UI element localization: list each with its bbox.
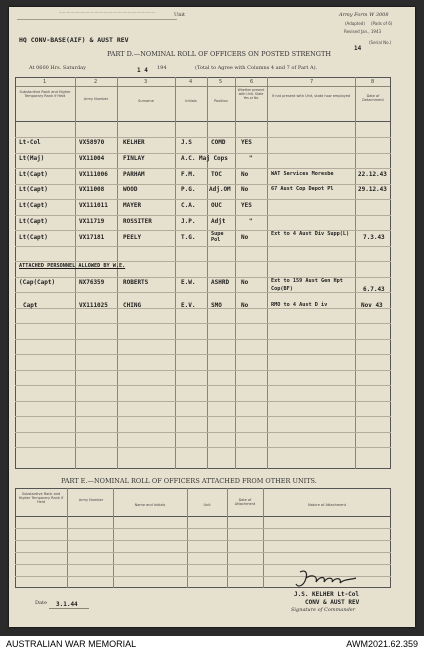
- cell-employed: Ext to 159 Aust Gen Hpt Cop(BF): [271, 278, 343, 292]
- cell-surname: FINLAY: [123, 155, 145, 162]
- cell-surname: KELHER: [123, 139, 145, 146]
- unit-label-dots: ............................................................................: [59, 9, 156, 14]
- cell-employed: 67 Aust Cop Depot Pl: [271, 186, 334, 192]
- serial-value: 14: [354, 45, 362, 52]
- cell-initials: J.P.: [181, 218, 196, 225]
- cell-present: No: [241, 279, 249, 286]
- cell-initials: T.G.: [181, 234, 196, 241]
- at-date-value: 1 4: [137, 67, 148, 74]
- part-e-header-rank: Substantive Rank and Higher Temporary Rank if Held: [18, 492, 64, 504]
- cell-date: 22.12.43: [358, 171, 387, 178]
- header-present: Whether present with Unit. State Yes or No: [237, 88, 265, 100]
- header-position: Position: [214, 99, 228, 103]
- col-number-7: 7: [310, 79, 314, 85]
- cell-date: Nov 43: [361, 302, 383, 309]
- header-surname: Surname: [138, 99, 154, 103]
- cell-present: No: [241, 302, 249, 309]
- part-d-title: PART D.—NOMINAL ROLL OF OFFICERS ON POSTED STRENGTH: [107, 50, 331, 58]
- cell-initials: F.M.: [181, 171, 196, 178]
- cell-number: VX11008: [79, 186, 105, 193]
- document-sheet: [9, 7, 415, 627]
- cell-rank: Lt(Capt): [19, 171, 48, 178]
- cell-rank: Lt-Col: [19, 139, 41, 146]
- cell-rank: Lt(Capt): [19, 202, 48, 209]
- cell-surname: ROSSITER: [123, 218, 152, 225]
- cell-present: No: [241, 171, 249, 178]
- part-e-title: PART E.—NOMINAL ROLL OF OFFICERS ATTACHED FROM OTHER UNITS.: [61, 477, 317, 485]
- cell-rank: Lt(Capt): [19, 186, 48, 193]
- form-pads-note: (Pads of 6): [371, 21, 393, 26]
- part-e-header-date: Date of Attachment: [234, 498, 256, 506]
- col-number-2: 2: [94, 79, 98, 85]
- cell-initials: P.G.: [181, 186, 196, 193]
- cell-present: YES: [241, 202, 252, 209]
- cell-number: VX111025: [79, 302, 108, 309]
- cell-rank: Lt(Capt): [19, 218, 48, 225]
- cell-surname: ROBERTS: [123, 279, 149, 286]
- part-d-table: [15, 77, 391, 469]
- cell-present: ": [249, 218, 253, 225]
- cell-rank: Lt(Capt): [19, 234, 48, 241]
- unit-name: HQ CONV-BASE(AIF) & AUST REV: [19, 36, 129, 44]
- header-army-number: Army Number: [83, 97, 109, 101]
- unit-label: Unit: [174, 12, 186, 18]
- cell-surname: MAYER: [123, 202, 142, 209]
- archive-footer: [0, 636, 424, 653]
- cell-employed: RMO to 4 Aust D iv: [271, 302, 328, 308]
- cell-present: YES: [241, 139, 252, 146]
- cell-position: OUC: [211, 202, 222, 209]
- cell-employed: WAT Services Moresbe: [271, 171, 334, 177]
- cell-rank: Lt(Maj): [19, 155, 45, 162]
- army-form-number: Army Form W 3008: [339, 12, 389, 18]
- part-e-header-nature: Nature of Attachment: [308, 503, 346, 507]
- cell-initials: C.A.: [181, 202, 196, 209]
- col-number-3: 3: [144, 79, 148, 85]
- cell-date: 7.3.43: [363, 234, 385, 241]
- cell-position: Adjt: [211, 218, 226, 225]
- cell-position: ASHRD: [211, 279, 230, 286]
- cell-rank: Capt: [23, 302, 38, 309]
- col-number-4: 4: [189, 79, 193, 85]
- cell-surname: WOOD: [123, 186, 138, 193]
- cell-surname: PARHAM: [123, 171, 145, 178]
- cell-present: ": [249, 155, 253, 162]
- serial-label: (Serial No.): [369, 40, 392, 45]
- form-revised: Revised Jan., 1943: [344, 29, 382, 34]
- cell-rank: (Cap(Capt): [19, 279, 56, 286]
- cell-date: 6.7.43: [363, 286, 385, 293]
- signature-caption: Signature of Commander: [291, 607, 356, 613]
- cell-number: VX17181: [79, 234, 105, 241]
- date-value: 3.1.44: [56, 601, 78, 608]
- total-note: (Total to Agree with Columns 4 and 7 of Part A).: [195, 65, 318, 71]
- attached-heading: ATTACHED PERSONNEL ALLOWED BY W.E.: [19, 263, 126, 269]
- cell-present: No: [241, 186, 249, 193]
- cell-number: VX58970: [79, 139, 105, 146]
- part-e-header-unit: Unit: [203, 503, 211, 507]
- cell-number: NX76359: [79, 279, 105, 286]
- cell-initials: E.V.: [181, 302, 196, 309]
- at-hours-label: At 0600 Hrs. Saturday: [29, 65, 86, 71]
- cell-number: VX11004: [79, 155, 105, 162]
- cell-date: 29.12.43: [358, 186, 387, 193]
- header-initials: Initials: [185, 99, 197, 103]
- cell-position: Adj.OM: [209, 186, 231, 193]
- col-number-5: 5: [219, 79, 223, 85]
- part-e-header-name: Name and Initials: [134, 503, 166, 507]
- cell-initials: J.S: [181, 139, 192, 146]
- col-number-6: 6: [250, 79, 254, 85]
- col-number-8: 8: [371, 79, 375, 85]
- cell-position: Maj Cops: [199, 155, 228, 162]
- cell-initials: E.W.: [181, 279, 196, 286]
- year-label: 194: [157, 65, 167, 71]
- header-detachment-date: Date of Detachment: [362, 94, 384, 102]
- signatory-name: J.S. KELHER Lt-Col: [294, 591, 360, 598]
- cell-position: TOC: [211, 171, 222, 178]
- cell-initials: A.C.: [181, 155, 196, 162]
- part-e-header-number: Army Number: [78, 498, 104, 502]
- cell-surname: CHING: [123, 302, 142, 309]
- cell-position: COMD: [211, 139, 226, 146]
- cell-number: VX11719: [79, 218, 105, 225]
- cell-position: SMO: [211, 302, 222, 309]
- cell-surname: PEELY: [123, 234, 142, 241]
- form-adapted-note: (Adapted): [345, 21, 365, 26]
- cell-employed: Ext to 4 Aust Div Supp(L): [271, 231, 350, 237]
- archive-reference: AWM2021.62.359: [346, 639, 418, 649]
- col-number-1: 1: [43, 79, 47, 85]
- signatory-unit: CONV & AUST REV: [305, 599, 360, 606]
- header-employed: If not present with Unit, state how employed: [271, 94, 351, 98]
- cell-number: VX111011: [79, 202, 108, 209]
- cell-position: Supe Pol: [211, 231, 224, 243]
- date-label: Date: [35, 600, 47, 606]
- header-rank: Substantive Rank and Higher Temporary Rank if Held: [19, 90, 71, 98]
- cell-number: VX111006: [79, 171, 108, 178]
- archive-name: AUSTRALIAN WAR MEMORIAL: [6, 639, 137, 649]
- cell-present: No: [241, 234, 249, 241]
